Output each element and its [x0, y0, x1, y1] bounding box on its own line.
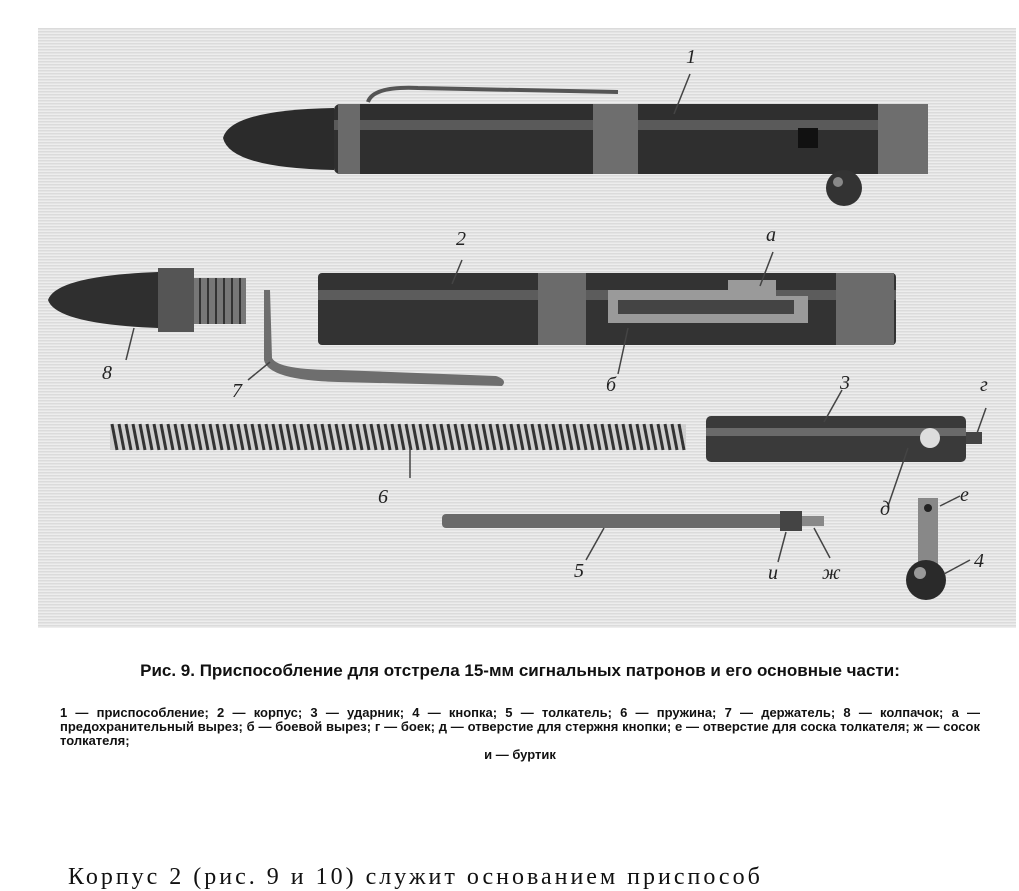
label-1: 1 — [686, 46, 696, 68]
label-7: 7 — [232, 380, 242, 402]
button-part — [906, 498, 946, 600]
label-i: и — [768, 562, 778, 584]
label-5: 5 — [574, 560, 584, 582]
figure-photo — [38, 28, 1016, 628]
label-e: е — [960, 484, 969, 506]
body-paragraph: Корпус 2 (рис. 9 и 10) служит основанием приспособ — [68, 864, 763, 890]
label-2-body: 2 — [456, 228, 466, 250]
label-6: 6 — [378, 486, 388, 508]
label-d: д — [880, 498, 891, 520]
caption-title: Рис. 9. Приспособление для отстрела 15-мм сигнальных патронов и его основные части: — [140, 661, 900, 680]
label-8: 8 — [102, 362, 112, 384]
label-zh: ж — [822, 562, 841, 584]
striker-part — [706, 416, 982, 462]
label-a: а — [766, 224, 776, 246]
label-4: 4 — [974, 550, 984, 572]
cap-part — [48, 268, 246, 332]
legend-line-2: а — предохранительный вырез; б — боевой вырез; г — боек; д — отверстие для стержня кнопки; е — отверстие для соска толкателя; ж — сосок толкателя; — [60, 705, 980, 748]
figure-illustration — [38, 28, 1016, 628]
legend-line-3: и — буртик — [484, 747, 556, 762]
body-part — [318, 273, 896, 345]
spring-part — [110, 424, 686, 450]
legend-line-1: 1 — приспособление; 2 — корпус; 3 — ударник; 4 — кнопка; 5 — толкатель; 6 — пружина; 7 — держатель; 8 — колпачок; — [60, 705, 944, 720]
label-b: б — [606, 374, 617, 396]
label-3: 3 — [840, 372, 850, 394]
pusher-part — [442, 511, 824, 531]
assembled-device — [223, 88, 928, 206]
label-g: г — [980, 374, 988, 396]
caption-legend — [60, 706, 980, 762]
